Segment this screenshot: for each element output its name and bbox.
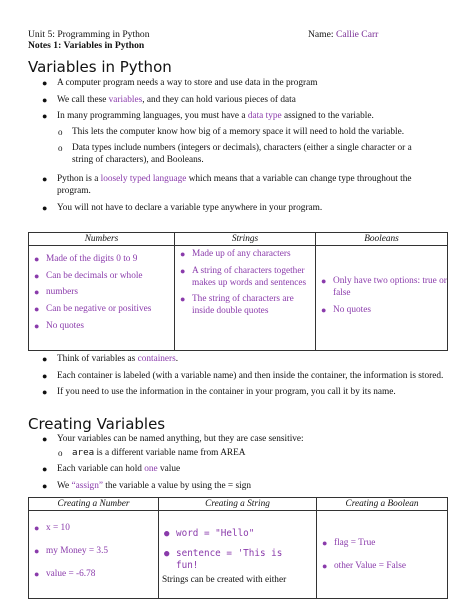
bullet-icon: ●: [42, 111, 48, 122]
bullet-text: Your variables can be named anything, but they are case sensitive:: [57, 434, 304, 444]
bullet-icon: ●: [42, 174, 48, 184]
list-item: [0, 94, 417, 106]
numbers-list: [29, 246, 174, 332]
bullet-text: .: [175, 354, 179, 364]
list-item: [0, 386, 417, 398]
name-label: Name:: [308, 29, 334, 40]
sub-bullet-text: is a different variable name from AREA: [94, 448, 246, 458]
bullet-icon: ●: [42, 480, 48, 491]
string-note: Strings can be created with either: [162, 575, 287, 585]
table-row: [29, 511, 448, 599]
bullet-text: A computer program needs a way to store and use data in the program: [57, 78, 318, 88]
bullet-text: value: [157, 464, 181, 474]
sub-bullet-text: This lets the computer know how big of a memory space it will need to hold the variable.: [72, 127, 405, 137]
list-item: ● other Value = False: [322, 561, 406, 571]
bullet-text: Each variable can hold: [57, 464, 145, 474]
list-item: ● Only have two options: true or false: [321, 276, 447, 299]
strings-list: [175, 246, 315, 317]
column-header-booleans: Booleans: [316, 233, 448, 246]
boolean-examples-list: [317, 511, 447, 572]
list-item: [0, 202, 417, 214]
bullet-icon: ●: [34, 523, 40, 533]
bullet-icon: ●: [42, 202, 48, 213]
string-examples-cell: [159, 511, 317, 599]
bullet-icon: ●: [180, 265, 186, 276]
column-header-strings: Strings: [175, 233, 316, 246]
list-item: ● No quotes: [321, 305, 371, 315]
list-item: ● x = 10: [34, 523, 70, 533]
list-item: [0, 433, 417, 445]
bullet-text: Each container is labeled (with a variable name) and then inside the container, the information is stored.: [57, 370, 444, 381]
variables-bullet-list-2: [0, 173, 432, 219]
column-header-numbers: Numbers: [29, 233, 175, 246]
bullet-icon: ●: [34, 569, 40, 579]
bullet-icon: ●: [42, 434, 48, 444]
column-header-number: Creating a Number: [29, 498, 159, 511]
list-item: ● numbers: [34, 287, 79, 298]
variables-bullet-list: [0, 77, 417, 127]
list-item: ● my Money = 3.5: [34, 546, 109, 556]
booleans-cell: [316, 246, 448, 351]
bullet-text: In many programming languages, you must have a: [57, 111, 248, 122]
bullet-icon: ●: [34, 287, 40, 298]
bullet-text: You will not have to declare a variable type anywhere in your program.: [57, 202, 323, 213]
list-item: ● A string of characters together makes up words and sentences: [180, 265, 307, 288]
unit-title: Unit 5: Programming in Python: [28, 29, 150, 40]
list-item: [0, 110, 417, 122]
bullet-text: Python is a: [57, 174, 101, 184]
list-item: ● Made up of any characters: [180, 249, 291, 259]
number-examples-list: [29, 511, 158, 580]
list-item: [0, 370, 444, 382]
bullet-icon: ●: [34, 254, 40, 264]
bullet-icon: ●: [42, 78, 48, 88]
bullet-text: If you need to use the information in the container in your program, you call it by its name.: [57, 387, 396, 398]
highlight-data-type: data type: [247, 111, 282, 122]
bullet-icon: ●: [180, 249, 186, 259]
list-item: [0, 173, 432, 197]
column-header-string: Creating a String: [159, 498, 317, 511]
bullet-icon: ●: [321, 305, 327, 315]
highlight-variables: variables: [108, 94, 143, 105]
column-header-boolean: Creating a Boolean: [317, 498, 448, 511]
table-header-row: [29, 498, 448, 511]
table-row: [29, 246, 448, 351]
sub-bullet-text: Data types include numbers (integers or decimals), characters (either a single character or a string of characters), and Booleans.: [72, 143, 412, 166]
list-item: ● flag = True: [322, 538, 376, 548]
table-header-row: [29, 233, 448, 246]
bullet-icon: ●: [322, 561, 328, 571]
containers-bullet-list: [0, 353, 444, 403]
list-item: [0, 480, 417, 492]
list-item: ● word = "Hello": [164, 528, 255, 539]
bullet-icon: ●: [34, 546, 40, 556]
list-item: ● Can be decimals or whole: [34, 270, 143, 281]
list-item: [0, 353, 417, 365]
circle-bullet-icon: o: [58, 143, 63, 154]
bullet-text: the variable a value by using the = sign: [102, 480, 251, 491]
bullet-icon: ●: [42, 370, 48, 381]
circle-bullet-icon: o: [58, 127, 63, 137]
bullet-icon: ●: [42, 354, 48, 364]
numbers-cell: [29, 246, 175, 351]
bullet-text: We: [57, 480, 72, 491]
number-examples-cell: [29, 511, 159, 599]
bullet-icon: ●: [42, 464, 48, 474]
bullet-icon: ●: [34, 270, 40, 281]
section-title-creating: Creating Variables: [28, 415, 166, 433]
bullet-icon: ●: [322, 538, 328, 548]
data-types-table: [28, 232, 448, 351]
bullet-text: assigned to the variable.: [281, 111, 374, 122]
bullet-icon: ●: [180, 294, 186, 305]
list-item: ● Made of the digits 0 to 9: [34, 254, 138, 264]
bullet-text: which means that a variable can change type throughout the program.: [57, 174, 412, 197]
list-item: ● value = -6.78: [34, 569, 96, 579]
bullet-icon: ●: [34, 304, 40, 315]
bullet-icon: ●: [42, 387, 48, 398]
case-sensitive-sublist: [0, 447, 427, 463]
string-examples-list: [159, 511, 316, 572]
section-title-variables: Variables in Python: [28, 58, 172, 76]
bullet-icon: ●: [42, 94, 48, 105]
create-variables-table: [28, 497, 448, 599]
strings-cell: [175, 246, 316, 351]
name-value: Callie Carr: [335, 29, 379, 40]
bullet-text: , and they can hold various pieces of data: [142, 94, 296, 105]
bullet-icon: ●: [164, 529, 170, 539]
bullet-icon: ●: [321, 276, 327, 287]
code-area: area: [72, 447, 95, 458]
highlight-containers: containers: [137, 354, 176, 364]
bullet-text: We call these: [57, 94, 109, 105]
boolean-examples-cell: [317, 511, 448, 599]
bullet-text: Think of variables as: [57, 354, 138, 364]
student-name: [308, 29, 378, 40]
highlight-one: one: [144, 464, 158, 474]
highlight-assign: “assign”: [71, 480, 103, 491]
data-type-sublist: [0, 126, 427, 171]
sub-list-item: [0, 126, 427, 138]
sub-list-item: [0, 142, 427, 166]
list-item: ● No quotes: [34, 320, 84, 331]
bullet-icon: ●: [164, 549, 170, 559]
sub-list-item: [0, 447, 427, 459]
list-item: [0, 463, 417, 475]
list-item: ● Can be negative or positives: [34, 304, 152, 315]
notes-title: Notes 1: Variables in Python: [28, 40, 145, 51]
bullet-icon: ●: [34, 320, 40, 331]
circle-bullet-icon: o: [58, 448, 63, 458]
booleans-list: [316, 275, 447, 316]
list-item: ● The string of characters are inside double quotes: [180, 294, 294, 317]
highlight-loosely-typed: loosely typed language: [100, 174, 187, 184]
list-item: [0, 77, 417, 89]
creating-bullet-list-2: [0, 463, 417, 496]
list-item: ● sentence = 'This is fun!: [164, 548, 283, 571]
